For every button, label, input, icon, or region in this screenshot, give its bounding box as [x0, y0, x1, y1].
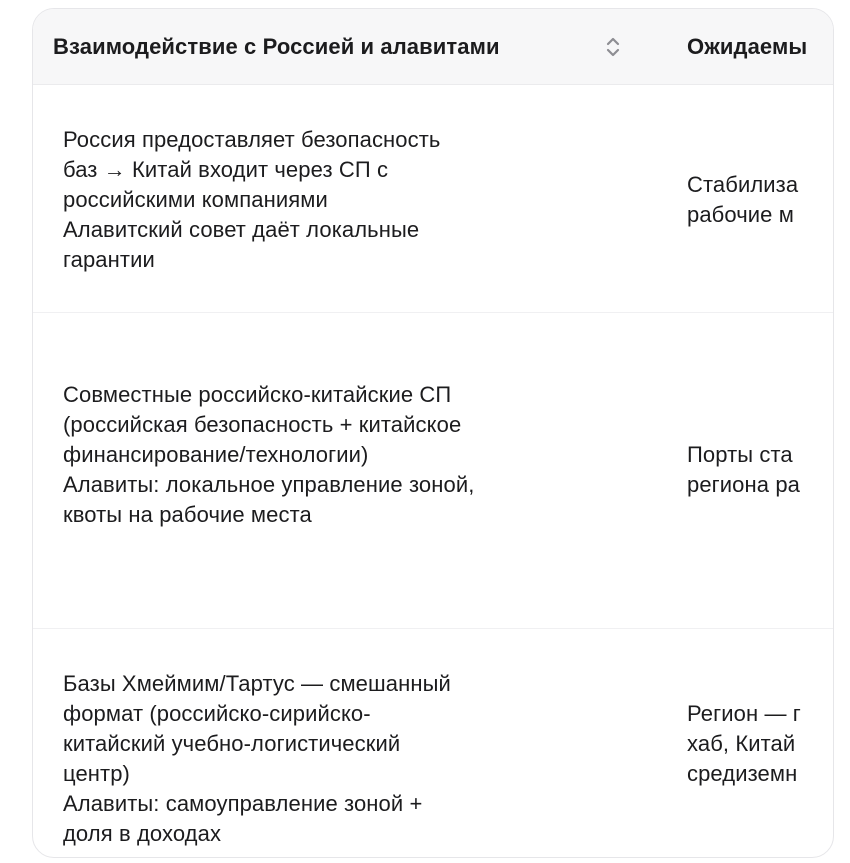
cell-expected: Регион — г хаб, Китай средиземн	[687, 701, 801, 786]
cell-interaction: Совместные российско-китайские СП (российская безопасность + китайское финансирование/технологии) Алавиты: локальное управление зоной, квоты на рабочие места	[63, 382, 475, 527]
cell-interaction: Базы Хмеймим/Тартус — смешанный формат (российско-сирийско- китайский учебно-логистический центр) Алавиты: самоуправление зоной + доля в доходах	[63, 671, 451, 846]
table-row	[33, 85, 833, 313]
data-table	[32, 8, 834, 858]
sort-updown-icon[interactable]	[602, 33, 624, 61]
cell-expected: Порты ста региона ра	[687, 442, 800, 497]
cell-interaction: Россия предоставляет безопасность баз → Китай входит через СП с российскими компаниями Алавитский совет даёт локальные гарантии	[63, 127, 441, 272]
cell-expected: Стабилиза рабочие м	[687, 172, 799, 227]
table-row	[33, 313, 833, 629]
table-row	[33, 629, 833, 857]
column-header-expected[interactable]: Ожидаемы	[687, 34, 808, 59]
table-header-row	[33, 9, 833, 85]
column-header-interaction[interactable]: Взаимодействие с Россией и алавитами	[53, 34, 500, 59]
